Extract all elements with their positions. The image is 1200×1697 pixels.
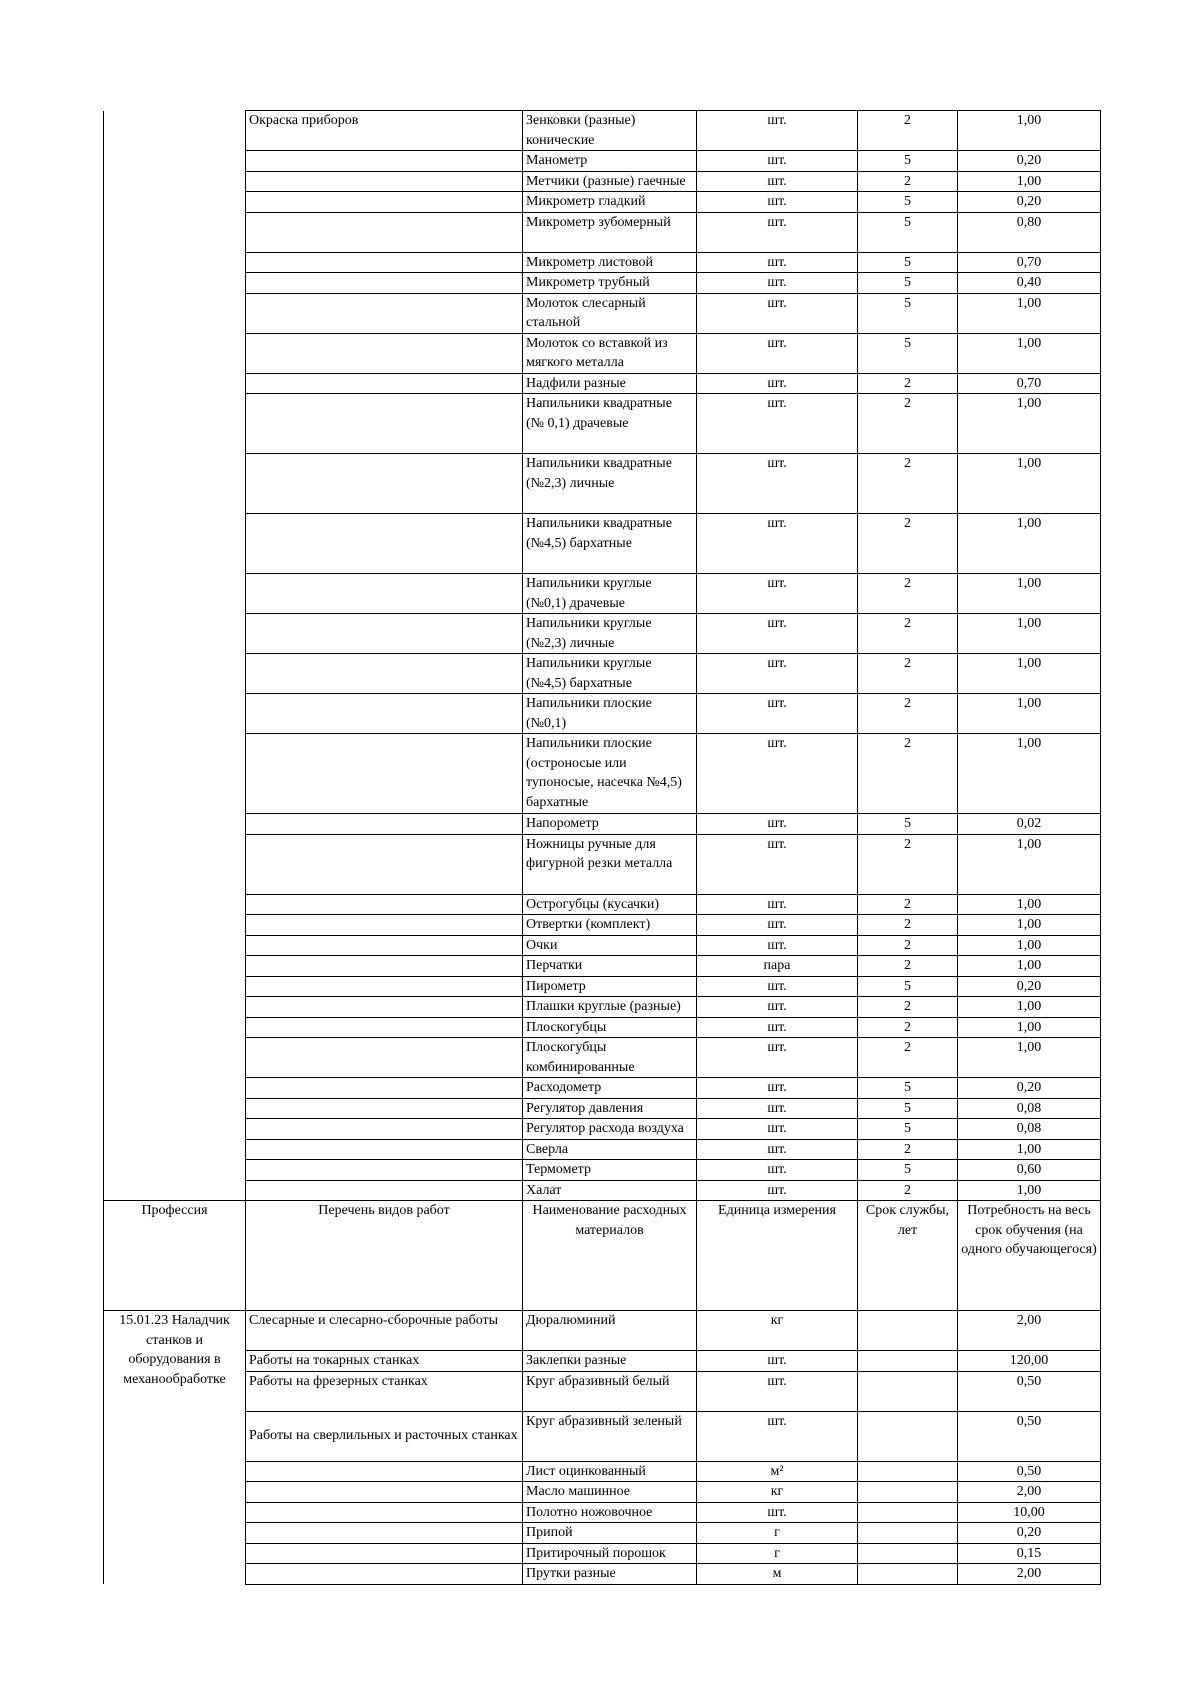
service-life-cell: 5: [858, 1098, 958, 1119]
table-row: [104, 1411, 1101, 1461]
unit-cell: шт.: [697, 1078, 858, 1099]
work-type-cell: [246, 1523, 523, 1544]
work-type-cell: [246, 614, 523, 654]
work-type-cell: [246, 1078, 523, 1099]
table-row: [104, 894, 1101, 915]
service-life-cell: 2: [858, 956, 958, 977]
service-life-cell: [858, 1371, 958, 1411]
work-type-cell: [246, 394, 523, 454]
material-name-cell: Заклепки разные: [523, 1351, 697, 1372]
material-name-cell: Напильники круглые (№0,1) драчевые: [523, 574, 697, 614]
unit-cell: шт.: [697, 834, 858, 894]
table-row: [104, 1482, 1101, 1503]
service-life-cell: [858, 1482, 958, 1503]
work-type-cell: [246, 333, 523, 373]
work-type-cell: [246, 834, 523, 894]
service-life-cell: [858, 1461, 958, 1482]
work-type-cell: [246, 734, 523, 814]
work-type-cell: [246, 1564, 523, 1585]
need-cell: 0,70: [958, 373, 1101, 394]
need-cell: 0,80: [958, 212, 1101, 252]
service-life-cell: [858, 1564, 958, 1585]
need-cell: 0,08: [958, 1119, 1101, 1140]
material-name-cell: Микрометр зубомерный: [523, 212, 697, 252]
table-row: [104, 1038, 1101, 1078]
work-type-cell: [246, 1098, 523, 1119]
need-cell: 1,00: [958, 454, 1101, 514]
table-row: [104, 976, 1101, 997]
need-cell: 1,00: [958, 997, 1101, 1018]
unit-cell: кг: [697, 1482, 858, 1503]
unit-cell: шт.: [697, 111, 858, 151]
unit-cell: г: [697, 1543, 858, 1564]
service-life-cell: 2: [858, 935, 958, 956]
work-type-cell: [246, 252, 523, 273]
need-cell: 0,20: [958, 1523, 1101, 1544]
work-type-cell: [246, 1139, 523, 1160]
table-row: [104, 956, 1101, 977]
material-name-cell: Лист оцинкованный: [523, 1461, 697, 1482]
table-row: [104, 1461, 1101, 1482]
unit-cell: шт.: [697, 654, 858, 694]
unit-cell: шт.: [697, 252, 858, 273]
unit-cell: шт.: [697, 935, 858, 956]
material-name-cell: Круг абразивный белый: [523, 1371, 697, 1411]
unit-cell: м²: [697, 1461, 858, 1482]
service-life-cell: 2: [858, 514, 958, 574]
table-row: [104, 1078, 1101, 1099]
unit-cell: шт.: [697, 976, 858, 997]
work-type-cell: [246, 976, 523, 997]
work-type-cell: [246, 1038, 523, 1078]
need-cell: 1,00: [958, 111, 1101, 151]
material-name-cell: Напорометр: [523, 814, 697, 835]
header-need: Потребность на весь срок обучения (на одного обучающегося): [958, 1201, 1101, 1311]
service-life-cell: 2: [858, 574, 958, 614]
unit-cell: шт.: [697, 151, 858, 172]
table-row: [104, 252, 1101, 273]
material-name-cell: Прутки разные: [523, 1564, 697, 1585]
profession-cell: 15.01.23 Наладчик станков и оборудования в механообработке: [104, 1311, 246, 1585]
work-type-cell: [246, 1502, 523, 1523]
unit-cell: шт.: [697, 1160, 858, 1181]
material-name-cell: Зенковки (разные) конические: [523, 111, 697, 151]
work-type-cell: Работы на токарных станках: [246, 1351, 523, 1372]
service-life-cell: 2: [858, 373, 958, 394]
table-row: [104, 915, 1101, 936]
material-name-cell: Метчики (разные) гаечные: [523, 171, 697, 192]
work-type-cell: Работы на фрезерных станках: [246, 1371, 523, 1411]
service-life-cell: 2: [858, 1017, 958, 1038]
unit-cell: шт.: [697, 814, 858, 835]
need-cell: 0,20: [958, 151, 1101, 172]
need-cell: 0,60: [958, 1160, 1101, 1181]
unit-cell: кг: [697, 1311, 858, 1351]
work-type-cell: [246, 1017, 523, 1038]
service-life-cell: 2: [858, 694, 958, 734]
table-row: [104, 454, 1101, 514]
unit-cell: шт.: [697, 192, 858, 213]
table-row: [104, 273, 1101, 294]
material-name-cell: Плашки круглые (разные): [523, 997, 697, 1018]
material-name-cell: Регулятор давления: [523, 1098, 697, 1119]
table-row: [104, 997, 1101, 1018]
unit-cell: шт.: [697, 1098, 858, 1119]
work-type-cell: [246, 212, 523, 252]
service-life-cell: 5: [858, 814, 958, 835]
unit-cell: шт.: [697, 997, 858, 1018]
material-name-cell: Микрометр гладкий: [523, 192, 697, 213]
need-cell: 1,00: [958, 333, 1101, 373]
unit-cell: шт.: [697, 915, 858, 936]
need-cell: 1,00: [958, 1139, 1101, 1160]
table-row: [104, 1139, 1101, 1160]
table-row: [104, 734, 1101, 814]
table-row: [104, 151, 1101, 172]
unit-cell: шт.: [697, 1371, 858, 1411]
need-cell: 1,00: [958, 734, 1101, 814]
unit-cell: шт.: [697, 1502, 858, 1523]
work-type-cell: Окраска приборов: [246, 111, 523, 151]
unit-cell: шт.: [697, 333, 858, 373]
unit-cell: шт.: [697, 454, 858, 514]
need-cell: 0,20: [958, 1078, 1101, 1099]
need-cell: 120,00: [958, 1351, 1101, 1372]
table-row: [104, 111, 1101, 151]
service-life-cell: 5: [858, 273, 958, 294]
material-name-cell: Плоскогубцы комбинированные: [523, 1038, 697, 1078]
service-life-cell: 5: [858, 252, 958, 273]
unit-cell: шт.: [697, 394, 858, 454]
table-row: [104, 935, 1101, 956]
service-life-cell: 2: [858, 1139, 958, 1160]
service-life-cell: 2: [858, 1038, 958, 1078]
work-type-cell: [246, 514, 523, 574]
material-name-cell: Припой: [523, 1523, 697, 1544]
material-name-cell: Микрометр листовой: [523, 252, 697, 273]
unit-cell: шт.: [697, 171, 858, 192]
material-name-cell: Молоток слесарный стальной: [523, 293, 697, 333]
service-life-cell: 5: [858, 333, 958, 373]
service-life-cell: 2: [858, 894, 958, 915]
need-cell: 1,00: [958, 394, 1101, 454]
work-type-cell: Работы на сверлильных и расточных станках: [246, 1411, 523, 1461]
unit-cell: шт.: [697, 1180, 858, 1201]
unit-cell: шт.: [697, 212, 858, 252]
service-life-cell: 5: [858, 1160, 958, 1181]
need-cell: 1,00: [958, 956, 1101, 977]
material-name-cell: Круг абразивный зеленый: [523, 1411, 697, 1461]
materials-table: [103, 110, 1101, 1585]
table-row: [104, 293, 1101, 333]
service-life-cell: [858, 1351, 958, 1372]
material-name-cell: Плоскогубцы: [523, 1017, 697, 1038]
table-row: [104, 1351, 1101, 1372]
table-row: [104, 373, 1101, 394]
need-cell: 0,20: [958, 976, 1101, 997]
service-life-cell: [858, 1311, 958, 1351]
need-cell: 1,00: [958, 694, 1101, 734]
unit-cell: шт.: [697, 1119, 858, 1140]
need-cell: 0,50: [958, 1411, 1101, 1461]
service-life-cell: 2: [858, 654, 958, 694]
service-life-cell: 2: [858, 111, 958, 151]
material-name-cell: Ножницы ручные для фигурной резки металла: [523, 834, 697, 894]
need-cell: 2,00: [958, 1564, 1101, 1585]
need-cell: 0,50: [958, 1461, 1101, 1482]
material-name-cell: Полотно ножовочное: [523, 1502, 697, 1523]
material-name-cell: Напильники квадратные (№2,3) личные: [523, 454, 697, 514]
material-name-cell: Дюралюминий: [523, 1311, 697, 1351]
need-cell: 1,00: [958, 654, 1101, 694]
table-row: [104, 333, 1101, 373]
table-row: [104, 1371, 1101, 1411]
table-row: [104, 1160, 1101, 1181]
header-profession: Профессия: [104, 1201, 246, 1311]
need-cell: 0,02: [958, 814, 1101, 835]
need-cell: 1,00: [958, 915, 1101, 936]
unit-cell: шт.: [697, 1351, 858, 1372]
material-name-cell: Пирометр: [523, 976, 697, 997]
table-row: [104, 1502, 1101, 1523]
unit-cell: шт.: [697, 574, 858, 614]
material-name-cell: Сверла: [523, 1139, 697, 1160]
need-cell: 0,50: [958, 1371, 1101, 1411]
table-row: [104, 1543, 1101, 1564]
service-life-cell: 5: [858, 1119, 958, 1140]
work-type-cell: [246, 373, 523, 394]
service-life-cell: [858, 1543, 958, 1564]
table-row: [104, 1119, 1101, 1140]
table-row: [104, 1017, 1101, 1038]
header-work-types: Перечень видов работ: [246, 1201, 523, 1311]
table-row: [104, 1180, 1101, 1201]
work-type-cell: [246, 935, 523, 956]
table-row: [104, 1098, 1101, 1119]
need-cell: 1,00: [958, 614, 1101, 654]
need-cell: 0,40: [958, 273, 1101, 294]
service-life-cell: 2: [858, 915, 958, 936]
material-name-cell: Напильники круглые (№2,3) личные: [523, 614, 697, 654]
unit-cell: шт.: [697, 694, 858, 734]
service-life-cell: 5: [858, 1078, 958, 1099]
material-name-cell: Термометр: [523, 1160, 697, 1181]
unit-cell: г: [697, 1523, 858, 1544]
service-life-cell: 5: [858, 151, 958, 172]
need-cell: 1,00: [958, 834, 1101, 894]
header-unit: Единица измерения: [697, 1201, 858, 1311]
work-type-cell: [246, 192, 523, 213]
unit-cell: шт.: [697, 293, 858, 333]
material-name-cell: Микрометр трубный: [523, 273, 697, 294]
work-type-cell: [246, 454, 523, 514]
work-type-cell: [246, 814, 523, 835]
work-type-cell: [246, 915, 523, 936]
table-row: [104, 1523, 1101, 1544]
need-cell: 0,15: [958, 1543, 1101, 1564]
need-cell: 2,00: [958, 1311, 1101, 1351]
unit-cell: м: [697, 1564, 858, 1585]
unit-cell: шт.: [697, 273, 858, 294]
work-type-cell: [246, 1160, 523, 1181]
profession-cell-blank: [104, 111, 246, 1201]
work-type-cell: [246, 1180, 523, 1201]
need-cell: 1,00: [958, 574, 1101, 614]
work-type-cell: Слесарные и слесарно-сборочные работы: [246, 1311, 523, 1351]
need-cell: 0,08: [958, 1098, 1101, 1119]
table-row: [104, 1311, 1101, 1351]
service-life-cell: 2: [858, 997, 958, 1018]
table-row: [104, 514, 1101, 574]
table-row: [104, 171, 1101, 192]
work-type-cell: [246, 694, 523, 734]
work-type-cell: [246, 1543, 523, 1564]
material-name-cell: Перчатки: [523, 956, 697, 977]
material-name-cell: Надфили разные: [523, 373, 697, 394]
service-life-cell: 5: [858, 212, 958, 252]
work-type-cell: [246, 171, 523, 192]
material-name-cell: Манометр: [523, 151, 697, 172]
table-header-row: [104, 1201, 1101, 1311]
material-name-cell: Напильники круглые (№4,5) бархатные: [523, 654, 697, 694]
service-life-cell: [858, 1411, 958, 1461]
material-name-cell: Отвертки (комплект): [523, 915, 697, 936]
unit-cell: шт.: [697, 614, 858, 654]
unit-cell: шт.: [697, 894, 858, 915]
table-row: [104, 814, 1101, 835]
unit-cell: шт.: [697, 1017, 858, 1038]
need-cell: 0,70: [958, 252, 1101, 273]
service-life-cell: 2: [858, 734, 958, 814]
need-cell: 1,00: [958, 1180, 1101, 1201]
work-type-cell: [246, 997, 523, 1018]
need-cell: 1,00: [958, 1038, 1101, 1078]
work-type-cell: [246, 1482, 523, 1503]
need-cell: 1,00: [958, 935, 1101, 956]
need-cell: 2,00: [958, 1482, 1101, 1503]
unit-cell: шт.: [697, 1411, 858, 1461]
material-name-cell: Напильники квадратные (№ 0,1) драчевые: [523, 394, 697, 454]
unit-cell: шт.: [697, 734, 858, 814]
work-type-cell: [246, 574, 523, 614]
work-type-cell: [246, 894, 523, 915]
material-name-cell: Молоток со вставкой из мягкого металла: [523, 333, 697, 373]
material-name-cell: Острогубцы (кусачки): [523, 894, 697, 915]
material-name-cell: Регулятор расхода воздуха: [523, 1119, 697, 1140]
need-cell: 1,00: [958, 293, 1101, 333]
service-life-cell: 2: [858, 454, 958, 514]
service-life-cell: [858, 1502, 958, 1523]
table-row: [104, 834, 1101, 894]
table-row: [104, 1564, 1101, 1585]
service-life-cell: 5: [858, 192, 958, 213]
need-cell: 1,00: [958, 171, 1101, 192]
material-name-cell: Напильники плоские (остроносые или тупоносые, насечка №4,5) бархатные: [523, 734, 697, 814]
header-service-life: Срок службы, лет: [858, 1201, 958, 1311]
table-row: [104, 574, 1101, 614]
service-life-cell: 2: [858, 614, 958, 654]
need-cell: 1,00: [958, 1017, 1101, 1038]
table-row: [104, 654, 1101, 694]
service-life-cell: 2: [858, 394, 958, 454]
service-life-cell: 5: [858, 293, 958, 333]
material-name-cell: Халат: [523, 1180, 697, 1201]
service-life-cell: 2: [858, 834, 958, 894]
service-life-cell: 2: [858, 1180, 958, 1201]
table-row: [104, 192, 1101, 213]
header-material-name: Наименование расходных материалов: [523, 1201, 697, 1311]
service-life-cell: 2: [858, 171, 958, 192]
material-name-cell: Притирочный порошок: [523, 1543, 697, 1564]
work-type-cell: [246, 1461, 523, 1482]
material-name-cell: Очки: [523, 935, 697, 956]
table-row: [104, 394, 1101, 454]
need-cell: 10,00: [958, 1502, 1101, 1523]
work-type-cell: [246, 151, 523, 172]
unit-cell: шт.: [697, 514, 858, 574]
work-type-cell: [246, 1119, 523, 1140]
unit-cell: шт.: [697, 373, 858, 394]
material-name-cell: Напильники плоские (№0,1): [523, 694, 697, 734]
service-life-cell: 5: [858, 976, 958, 997]
unit-cell: пара: [697, 956, 858, 977]
need-cell: 0,20: [958, 192, 1101, 213]
work-type-cell: [246, 654, 523, 694]
unit-cell: шт.: [697, 1038, 858, 1078]
work-type-cell: [246, 273, 523, 294]
service-life-cell: [858, 1523, 958, 1544]
material-name-cell: Расходометр: [523, 1078, 697, 1099]
material-name-cell: Напильники квадратные (№4,5) бархатные: [523, 514, 697, 574]
table-row: [104, 694, 1101, 734]
table-row: [104, 212, 1101, 252]
work-type-cell: [246, 956, 523, 977]
unit-cell: шт.: [697, 1139, 858, 1160]
material-name-cell: Масло машинное: [523, 1482, 697, 1503]
table-row: [104, 614, 1101, 654]
need-cell: 1,00: [958, 514, 1101, 574]
work-type-cell: [246, 293, 523, 333]
need-cell: 1,00: [958, 894, 1101, 915]
